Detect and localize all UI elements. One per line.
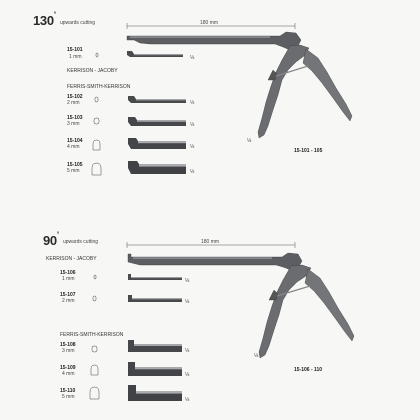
item-code: 15-108 — [60, 342, 76, 348]
subtitle: upwards cutting — [63, 239, 99, 245]
scale-mark: ⅛ — [247, 138, 252, 144]
scale-mark: ⅛ — [190, 100, 195, 106]
item-size: 2 mm — [67, 100, 80, 106]
size-indicator-icon — [92, 346, 97, 352]
item-size: 4 mm — [62, 371, 75, 377]
section-90 — [0, 210, 420, 420]
item-size: 2 mm — [62, 298, 75, 304]
reference-range: 15-106 - 110 — [294, 367, 323, 373]
dimension-label: 180 mm — [200, 20, 219, 26]
instrument-tip-15-101 — [127, 51, 183, 57]
scale-mark: ⅛ — [185, 299, 190, 305]
instrument-tip-15-105 — [128, 161, 186, 174]
group-label-kerrison-jacoby: KERRISON - JACOBY — [46, 256, 97, 262]
dimension-label: 180 mm — [201, 239, 220, 245]
reference-range: 15-101 - 105 — [294, 148, 323, 154]
item-code: 15-102 — [67, 94, 83, 100]
scale-mark: ⅛ — [190, 55, 195, 61]
group-label-ferris-smith: FERRIS-SMITH-KERRISON — [60, 332, 124, 338]
subtitle: upwards cutting — [60, 20, 96, 26]
scale-mark: ⅛ — [190, 144, 195, 150]
item-code: 15-105 — [67, 162, 83, 168]
scale-mark: ⅛ — [185, 278, 190, 284]
item-size: 1 mm — [69, 54, 82, 60]
scale-mark: ⅛ — [185, 397, 190, 403]
instrument-tip-15-110 — [128, 385, 182, 401]
size-indicator-icon — [93, 140, 100, 150]
instrument-tip-15-107 — [128, 295, 182, 302]
item-code: 15-110 — [60, 388, 76, 394]
angle-title: 90° — [43, 232, 59, 248]
item-code: 15-106 — [60, 270, 76, 276]
instrument-tip-15-106 — [128, 274, 182, 280]
item-code: 15-109 — [60, 365, 76, 371]
item-code: 15-107 — [60, 292, 76, 298]
item-code: 15-101 — [67, 47, 83, 53]
rongeur-instrument-90 — [128, 253, 354, 358]
scale-mark: ⅛ — [190, 169, 195, 175]
size-indicator-icon — [96, 53, 98, 57]
tips-section2 — [0, 210, 420, 420]
item-size: 3 mm — [67, 121, 80, 127]
size-indicator-icon — [90, 387, 99, 399]
item-size: 1 mm — [62, 276, 75, 282]
scale-mark: ⅛ — [185, 372, 190, 378]
group-label-kerrison-jacoby: KERRISON - JACOBY — [67, 68, 118, 74]
size-indicator-icon — [92, 163, 101, 175]
item-code: 15-103 — [67, 115, 83, 121]
item-size: 3 mm — [62, 348, 75, 354]
instrument-tip-15-104 — [128, 138, 186, 149]
scale-mark: ⅛ — [190, 122, 195, 128]
instrument-tip-15-109 — [128, 362, 182, 376]
instrument-tip-15-108 — [128, 340, 182, 352]
size-indicator-icon — [94, 118, 99, 124]
size-indicator-icon — [91, 365, 98, 375]
instrument-tip-15-103 — [128, 117, 186, 126]
scale-mark: ⅛ — [185, 348, 190, 354]
item-size: 5 mm — [67, 168, 80, 174]
size-indicator-icon — [95, 97, 98, 102]
instrument-tip-15-102 — [128, 96, 186, 103]
item-code: 15-104 — [67, 138, 83, 144]
group-label-ferris-smith: FERRIS-SMITH-KERRISON — [67, 84, 131, 90]
scale-mark: ⅛ — [254, 353, 259, 359]
size-indicator-icon — [93, 296, 96, 301]
angle-title: 130° — [33, 12, 56, 28]
size-indicator-icon — [94, 275, 96, 279]
item-size: 4 mm — [67, 144, 80, 150]
item-size: 5 mm — [62, 394, 75, 400]
